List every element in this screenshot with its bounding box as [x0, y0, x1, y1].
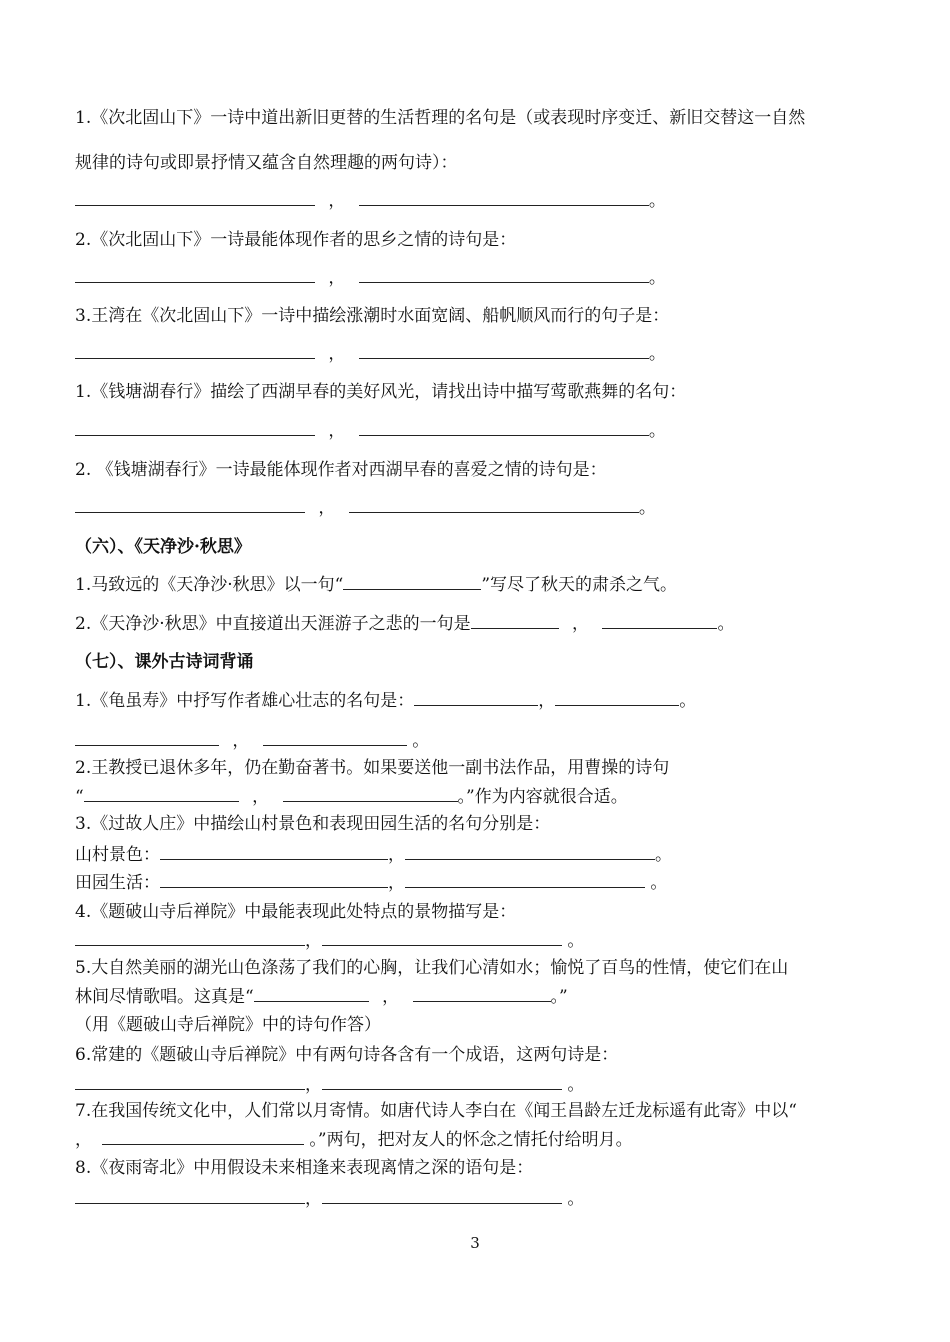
question-text: 林间尽情歌唱。这真是“ ， 。”	[75, 987, 568, 1007]
answer-blank[interactable]	[405, 844, 655, 860]
answer-blank[interactable]	[75, 930, 305, 946]
answer-line	[75, 730, 429, 751]
answer-blank[interactable]	[349, 497, 639, 513]
answer-line	[75, 497, 656, 518]
answer-blank[interactable]	[75, 497, 305, 513]
comma: ，	[328, 421, 346, 441]
answer-blank[interactable]	[471, 613, 559, 629]
question-text: 7.在我国传统文化中，人们常以月寄情。如唐代诗人李白在《闻王昌龄左迁龙标遥有此寄》中以“	[75, 1101, 797, 1121]
answer-blank[interactable]	[263, 730, 407, 746]
answer-line: 田园生活： ， 。	[75, 873, 668, 893]
page-number: 3	[470, 1234, 480, 1252]
question-text: 规律的诗句或即景抒情又蕴含自然理趣的两句诗）：	[75, 153, 458, 173]
answer-blank[interactable]	[75, 343, 315, 359]
answer-blank[interactable]	[75, 730, 219, 746]
comma: ，	[305, 1189, 322, 1209]
comma: ，	[328, 344, 346, 364]
answer-blank[interactable]	[359, 420, 649, 436]
answer-blank[interactable]	[322, 1074, 562, 1090]
answer-blank[interactable]	[322, 1188, 562, 1204]
answer-blank[interactable]	[102, 1129, 304, 1145]
question-text: 1.马致远的《天净沙·秋思》以一句“ ”写尽了秋天的肃杀之气。	[75, 575, 678, 595]
answer-blank[interactable]	[75, 190, 315, 206]
comma: ，	[305, 931, 322, 951]
answer-blank[interactable]	[359, 343, 649, 359]
question-text: 6.常建的《题破山寺后禅院》中有两句诗各含有一个成语，这两句诗是：	[75, 1045, 619, 1065]
period: 。	[648, 191, 666, 211]
answer-line: “ ， 。”作为内容就很合适。	[75, 787, 628, 807]
answer-blank[interactable]	[359, 190, 649, 206]
comma: ，	[328, 268, 346, 288]
period: 。	[638, 498, 656, 518]
answer-blank[interactable]	[602, 613, 717, 629]
answer-blank[interactable]	[343, 574, 481, 590]
period: 。	[679, 691, 697, 711]
question-text: 2.《天净沙·秋思》中直接道出天涯游子之悲的一句是 ， 。	[75, 614, 735, 634]
question-text: 2.《次北固山下》一诗最能体现作者的思乡之情的诗句是：	[75, 230, 517, 250]
comma: ，	[538, 691, 556, 711]
answer-line	[75, 1188, 584, 1209]
question-note: （用《题破山寺后禅院》中的诗句作答）	[75, 1015, 381, 1035]
question-text: 4.《题破山寺后禅院》中最能表现此处特点的景物描写是：	[75, 902, 517, 922]
period: 。	[717, 614, 735, 634]
comma: ，	[318, 498, 336, 518]
question-text: 1.《龟虽寿》中抒写作者雄心壮志的名句是： ， 。	[75, 691, 697, 711]
question-text: 3.《过故人庄》中描绘山村景色和表现田园生活的名句分别是：	[75, 814, 551, 834]
answer-line	[75, 420, 666, 441]
answer-blank[interactable]	[322, 930, 562, 946]
answer-blank[interactable]	[413, 986, 551, 1002]
answer-blank[interactable]	[75, 1188, 305, 1204]
comma: ，	[252, 787, 270, 807]
answer-line	[75, 1074, 584, 1095]
answer-line	[75, 930, 584, 951]
question-text: 5.大自然美丽的湖光山色涤荡了我们的心胸，让我们心清如水；愉悦了百鸟的性情，使它们在山	[75, 958, 789, 978]
period: 。	[412, 731, 430, 751]
answer-blank[interactable]	[283, 786, 458, 802]
answer-blank[interactable]	[75, 420, 315, 436]
answer-line: 山村景色： ， 。	[75, 845, 672, 865]
question-text: 1.《钱塘湖春行》描绘了西湖早春的美好风光，请找出诗中描写莺歌燕舞的名句：	[75, 382, 687, 402]
answer-blank[interactable]	[75, 1074, 305, 1090]
question-text: 2.王教授已退休多年，仍在勤奋著书。如果要送他一副书法作品，用曹操的诗句	[75, 758, 670, 778]
answer-line	[75, 343, 666, 364]
answer-blank[interactable]	[75, 267, 315, 283]
answer-blank[interactable]	[160, 872, 388, 888]
answer-blank[interactable]	[359, 267, 649, 283]
answer-blank[interactable]	[414, 690, 538, 706]
period: 。	[648, 421, 666, 441]
comma: ，	[328, 191, 346, 211]
comma: ，	[572, 614, 590, 634]
period: 。	[567, 931, 585, 951]
comma: ，	[382, 987, 400, 1007]
comma: ，	[232, 731, 250, 751]
comma: ，	[305, 1075, 322, 1095]
answer-blank[interactable]	[555, 690, 679, 706]
comma: ，	[388, 873, 405, 893]
answer-blank[interactable]	[160, 844, 388, 860]
period: 。	[650, 873, 668, 893]
period: 。	[567, 1075, 585, 1095]
question-text: 3.王湾在《次北固山下》一诗中描绘涨潮时水面宽阔、船帆顺风而行的句子是：	[75, 306, 670, 326]
period: 。	[648, 268, 666, 288]
comma: ，	[388, 845, 405, 865]
answer-line: ， 。”两句，把对友人的怀念之情托付给明月。	[75, 1130, 633, 1150]
section-heading: （七）、课外古诗词背诵	[75, 652, 254, 672]
answer-line	[75, 267, 666, 288]
question-text: 8.《夜雨寄北》中用假设未来相逢来表现离情之深的语句是：	[75, 1158, 534, 1178]
question-text: 1.《次北固山下》一诗中道出新旧更替的生活哲理的名句是（或表现时序变迁、新旧交替这一自然	[75, 108, 806, 128]
answer-line	[75, 190, 666, 211]
answer-blank[interactable]	[254, 986, 369, 1002]
period: 。	[567, 1189, 585, 1209]
period: 。	[648, 344, 666, 364]
answer-blank[interactable]	[405, 872, 645, 888]
answer-blank[interactable]	[84, 786, 239, 802]
section-heading: （六）、《天净沙·秋思》	[75, 537, 251, 557]
question-text: 2. 《钱塘湖春行》一诗最能体现作者对西湖早春的喜爱之情的诗句是：	[75, 460, 607, 480]
period: 。	[655, 845, 672, 865]
